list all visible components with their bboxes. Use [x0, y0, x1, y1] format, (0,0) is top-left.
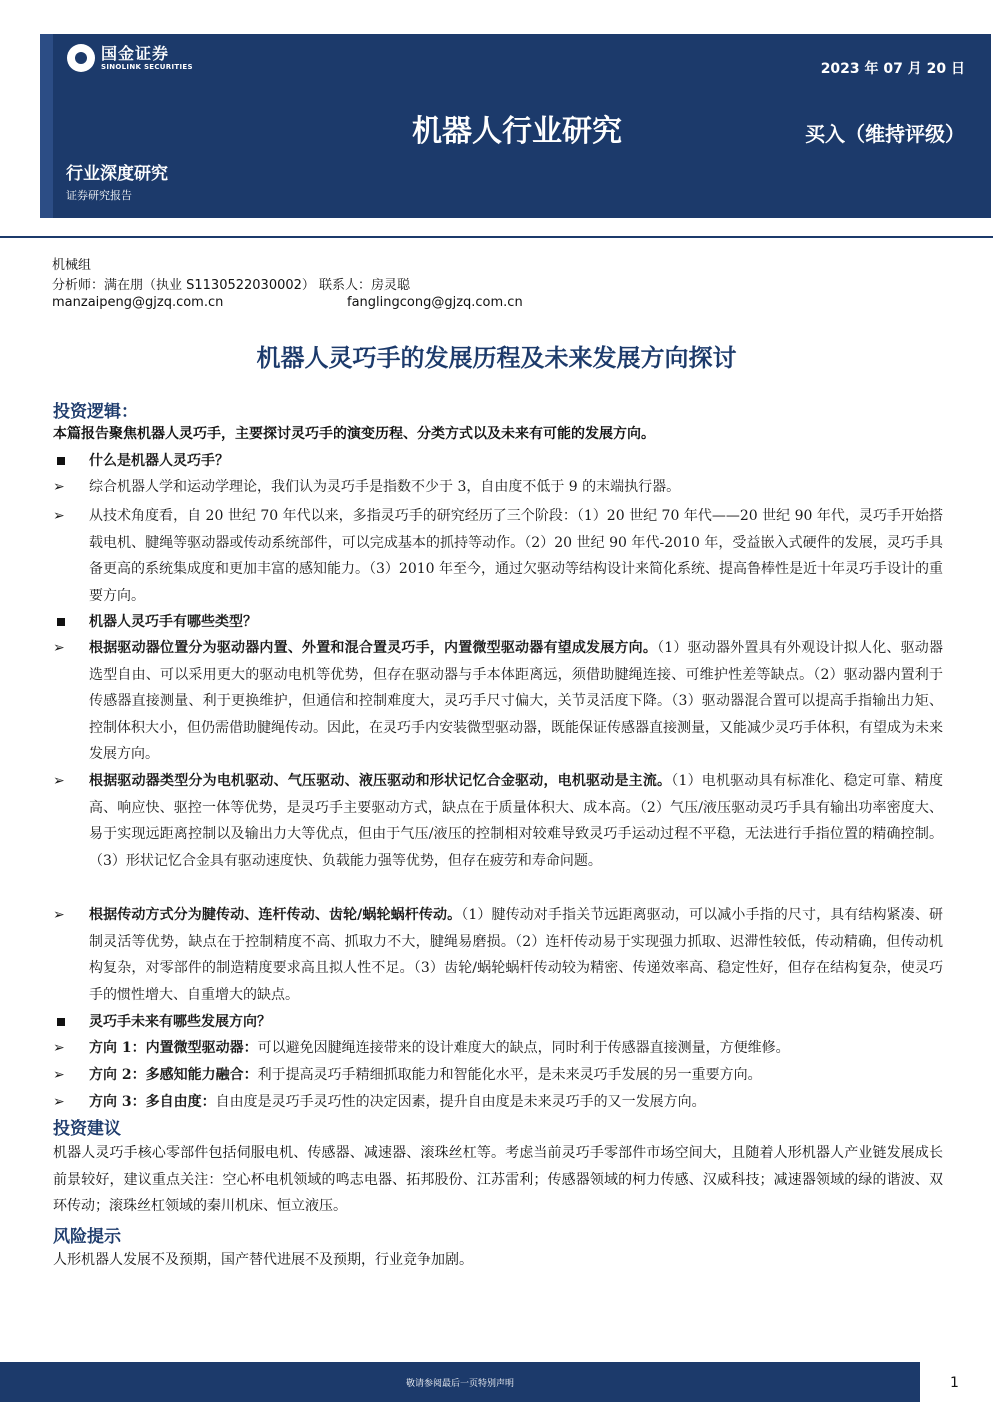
list-item: ➢ 方向 3：多自由度：自由度是灵巧手灵巧性的决定因素，提升自由度是未来灵巧手的又一发展方向。: [53, 1089, 943, 1116]
list-item: ➢ 根据传动方式分为腱传动、连杆传动、齿轮/蜗轮蜗杆传动。（1）腱传动对手指关节远距离驱动，可以减小手指的尺寸，具有结构紧凑、研制灵活等优势，缺点在于控制精度不高、抓取力不大，腱绳易磨损。（2）连杆传动易于实现强力抓取、迟滞性较低，传动精确，但传动机构复杂，对零部件的制造精度要求高且拟人性不足。（3）齿轮/蜗轮蜗杆传动较为精密、传递效率高、稳定性好，但存在结构复杂，使灵巧手的惯性增大、自重增大的缺点。: [53, 902, 943, 1008]
section-heading-risk: 风险提示: [53, 1227, 121, 1247]
question-2: 机器人灵巧手有哪些类型？: [53, 609, 943, 636]
header-divider: [0, 236, 993, 238]
square-bullet-icon: [57, 618, 65, 626]
brand-en: SINOLINK SECURITIES: [101, 62, 193, 71]
list-item: ➢ 根据驱动器位置分为驱动器内置、外置和混合置灵巧手，内置微型驱动器有望成发展方向。（1）驱动器外置具有外观设计拟人化、驱动器选型自由、可以采用更大的驱动电机等优势，但存在驱动器与手本体距离远，须借助腱绳连接、可维护性差等缺点。（2）驱动器内置利于传感器直接测量、利于更换维护，但通信和控制难度大，灵巧手尺寸偏大，关节灵活度下降。（3）驱动器混合置可以提高手指输出力矩、控制体积大小，但仍需借助腱绳传动。因此，在灵巧手内安装微型驱动器，既能保证传感器直接测量，又能减少灵巧手体积，有望成为未来发展方向。: [53, 635, 943, 768]
arrow-bullet-icon: ➢: [53, 479, 65, 495]
square-bullet-icon: [57, 1018, 65, 1026]
header-fold: [40, 34, 54, 218]
list-item: ➢ 方向 1：内置微型驱动器：可以避免因腱绳连接带来的设计难度大的缺点，同时利于传感器直接测量，方便维修。: [53, 1035, 943, 1062]
contact-email: fanglingcong@gjzq.com.cn: [347, 295, 523, 310]
square-bullet-icon: [57, 457, 65, 465]
brand-logo: [67, 44, 193, 72]
list-item: ➢ 方向 2：多感知能力融合：利于提高灵巧手精细抓取能力和智能化水平，是未来灵巧手发展的另一重要方向。: [53, 1062, 943, 1089]
suggestion-paragraph: 机器人灵巧手核心零部件包括伺服电机、传感器、减速器、滚珠丝杠等。考虑当前灵巧手零部件市场空间大，且随着人形机器人产业链发展成长前景较好，建议重点关注：空心杯电机领域的鸣志电器、拓邦股份、江苏雷利；传感器领域的柯力传感、汉威科技；减速器领域的绿的谐波、双环传动；滚珠丝杠领域的秦川机床、恒立液压。: [53, 1145, 943, 1214]
page-number: 1: [950, 1375, 959, 1391]
report-date: 2023 年 07 月 20 日: [820, 61, 965, 77]
industry-title: 机器人行业研究: [412, 114, 622, 149]
intro-paragraph: 本篇报告聚焦机器人灵巧手，主要探讨灵巧手的演变历程、分类方式以及未来有可能的发展方向。: [53, 426, 655, 442]
question-1: 什么是机器人灵巧手？: [53, 448, 943, 475]
brand-cn: 国金证券: [101, 43, 170, 63]
section-heading-logic: 投资逻辑：: [53, 402, 138, 422]
arrow-bullet-icon: ➢: [53, 1094, 65, 1110]
arrow-bullet-icon: ➢: [53, 773, 65, 789]
logo-icon: [67, 44, 95, 72]
rating-badge: 买入（维持评级）: [805, 122, 965, 146]
report-subtype: 证券研究报告: [66, 189, 132, 202]
arrow-bullet-icon: ➢: [53, 508, 65, 524]
report-title: 机器人灵巧手的发展历程及未来发展方向探讨: [256, 344, 737, 372]
arrow-bullet-icon: ➢: [53, 907, 65, 923]
risk-paragraph: 人形机器人发展不及预期，国产替代进展不及预期，行业竞争加剧。: [53, 1252, 473, 1268]
section-heading-suggestion: 投资建议: [53, 1119, 121, 1139]
arrow-bullet-icon: ➢: [53, 1040, 65, 1056]
research-group: 机械组: [52, 258, 92, 273]
arrow-bullet-icon: ➢: [53, 640, 65, 656]
analyst-email: manzaipeng@gjzq.com.cn: [52, 295, 224, 310]
list-item: ➢ 综合机器人学和运动学理论，我们认为灵巧手是指数不少于 3，自由度不低于 9 的末端执行器。: [53, 474, 943, 501]
analyst-line: 分析师：满在朋（执业 S1130522030002） 联系人：房灵聪: [52, 278, 411, 293]
arrow-bullet-icon: ➢: [53, 1067, 65, 1083]
question-3: 灵巧手未来有哪些发展方向？: [53, 1009, 943, 1036]
list-item: ➢ 从技术角度看，自 20 世纪 70 年代以来，多指灵巧手的研究经历了三个阶段：（1）20 世纪 70 年代——20 世纪 90 年代，灵巧手开始搭载电机、腱绳等驱动器或传动系统部件，可以完成基本的抓持等动作。（2）20 世纪 90 年代-2010 年，受益嵌入式硬件的发展，灵巧手具备更高的系统集成度和更加丰富的感知能力。（3）2010 年至今，通过欠驱动等结构设计来简化系统、提高鲁棒性是近十年灵巧手设计的重要方向。: [53, 503, 943, 609]
report-type: 行业深度研究: [66, 164, 168, 184]
disclaimer-note: 敬请参阅最后一页特别声明: [405, 1379, 514, 1389]
list-item: ➢ 根据驱动器类型分为电机驱动、气压驱动、液压驱动和形状记忆合金驱动，电机驱动是主流。（1）电机驱动具有标准化、稳定可靠、精度高、响应快、驱控一体等优势，是灵巧手主要驱动方式，缺点在于质量体积大、成本高。（2）气压/液压驱动灵巧手具有输出功率密度大、易于实现远距离控制以及输出力大等优点，但由于气压/液压的控制相对较难导致灵巧手运动过程不平稳，无法进行手指位置的精确控制。（3）形状记忆合金具有驱动速度快、负载能力强等优势，但存在疲劳和寿命问题。: [53, 768, 943, 874]
